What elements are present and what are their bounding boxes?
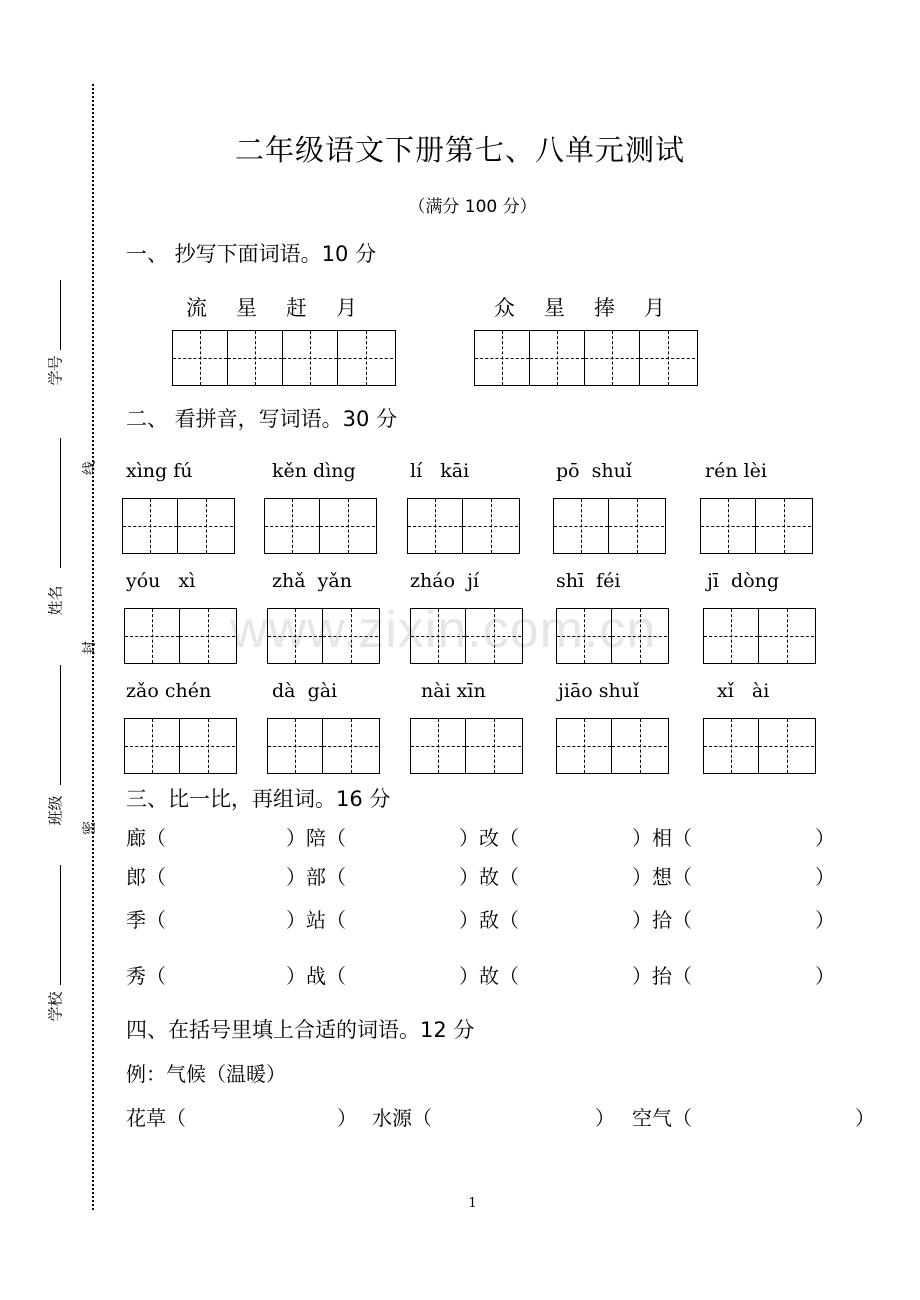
page-subtitle: （满分 100 分）	[408, 197, 537, 217]
pinyin-grid[interactable]	[407, 498, 520, 554]
pinyin-label: lí kāi	[410, 460, 470, 482]
copy-word-1-char-1: 流	[186, 296, 207, 320]
copy-word-1-char-2: 星	[236, 296, 257, 320]
writing-cell[interactable]	[283, 331, 338, 385]
pinyin-label: jī dòng	[707, 570, 780, 592]
student-id-label: 学号	[46, 355, 65, 386]
pinyin-grid[interactable]	[410, 718, 523, 774]
pinyin-grid[interactable]	[703, 718, 816, 774]
pinyin-label: zháo jí	[410, 570, 480, 592]
compare-item: ）想（	[632, 865, 692, 889]
pinyin-grid[interactable]	[556, 608, 669, 664]
writing-cell[interactable]	[408, 499, 463, 553]
copy-word-1-char-4: 月	[336, 296, 357, 320]
pinyin-grid[interactable]	[703, 608, 816, 664]
pinyin-label: zǎo chén	[126, 680, 212, 702]
writing-cell[interactable]	[125, 719, 180, 773]
copy-word-2-char-3: 捧	[594, 296, 615, 320]
seal-char-seal: 封	[82, 641, 98, 655]
compare-item: ）相（	[632, 826, 692, 850]
writing-cell[interactable]	[268, 719, 323, 773]
name-blank[interactable]	[60, 438, 61, 568]
student-id-blank[interactable]	[60, 280, 61, 350]
writing-cell[interactable]	[125, 609, 180, 663]
writing-cell[interactable]	[466, 719, 521, 773]
pinyin-label: xǐ ài	[717, 680, 770, 702]
school-blank[interactable]	[60, 865, 61, 985]
writing-cell[interactable]	[180, 609, 235, 663]
writing-cell[interactable]	[123, 499, 178, 553]
writing-cell[interactable]	[320, 499, 375, 553]
fill-item: 花草（	[126, 1106, 186, 1130]
pinyin-grid[interactable]	[264, 498, 377, 554]
compare-item: ）陪（	[286, 826, 346, 850]
pinyin-label: kěn dìng	[272, 460, 356, 482]
pinyin-label: pō shuǐ	[556, 460, 632, 482]
writing-cell[interactable]	[475, 331, 530, 385]
compare-item: ）故（	[459, 964, 519, 988]
pinyin-label: shī féi	[556, 570, 621, 592]
class-label: 班级	[46, 795, 65, 826]
watermark: www.zixin.com.cn	[230, 601, 657, 659]
compare-item: ）拾（	[632, 908, 692, 932]
compare-item: 秀（	[126, 964, 166, 988]
compare-item: ）抬（	[632, 964, 692, 988]
writing-cell[interactable]	[609, 499, 664, 553]
pinyin-grid[interactable]	[124, 608, 237, 664]
pinyin-label: xìng fú	[126, 460, 193, 482]
seal-char-line: 线	[82, 461, 98, 475]
pinyin-grid[interactable]	[700, 498, 813, 554]
fill-item: 水源（	[372, 1106, 432, 1130]
pinyin-label: zhǎ yǎn	[272, 570, 352, 592]
writing-cell[interactable]	[178, 499, 233, 553]
writing-cell[interactable]	[585, 331, 640, 385]
writing-cell[interactable]	[704, 719, 759, 773]
fill-item: ）	[595, 1106, 615, 1130]
compare-item: ）战（	[286, 964, 346, 988]
pinyin-grid[interactable]	[122, 498, 235, 554]
pinyin-label: yóu xì	[126, 570, 196, 592]
pinyin-label: jiāo shuǐ	[558, 680, 640, 702]
writing-cell[interactable]	[323, 609, 378, 663]
writing-cell[interactable]	[701, 499, 756, 553]
example-line: 例：气候（温暖）	[126, 1062, 286, 1086]
writing-cell[interactable]	[557, 609, 612, 663]
section4-heading: 四、在括号里填上合适的词语。12 分	[126, 1018, 475, 1042]
pinyin-grid[interactable]	[553, 498, 666, 554]
writing-cell[interactable]	[463, 499, 518, 553]
compare-item: ）改（	[459, 826, 519, 850]
compare-item: ）	[815, 826, 835, 850]
section1-heading: 一、 抄写下面词语。10 分	[126, 242, 377, 266]
writing-cell[interactable]	[612, 609, 667, 663]
writing-cell[interactable]	[228, 331, 283, 385]
pinyin-grid[interactable]	[556, 718, 669, 774]
pinyin-grid[interactable]	[410, 608, 523, 664]
compare-item: ）	[815, 865, 835, 889]
compare-item: 郎（	[126, 865, 166, 889]
compare-item: ）站（	[286, 908, 346, 932]
section2-heading: 二、 看拼音，写词语。30 分	[126, 407, 398, 431]
compare-item: ）部（	[286, 865, 346, 889]
name-label: 姓名	[46, 585, 65, 616]
page-title: 二年级语文下册第七、八单元测试	[234, 133, 685, 167]
compare-item: ）故（	[459, 865, 519, 889]
pinyin-label: nài xīn	[421, 680, 486, 702]
fill-item: ）	[337, 1106, 357, 1130]
writing-cell[interactable]	[640, 331, 695, 385]
writing-cell[interactable]	[704, 609, 759, 663]
fill-item: ）	[855, 1106, 875, 1130]
copy-word-2-char-4: 月	[644, 296, 665, 320]
writing-cell[interactable]	[466, 609, 521, 663]
pinyin-grid[interactable]	[267, 608, 380, 664]
class-blank[interactable]	[60, 665, 61, 785]
seal-char-secret: 密	[82, 821, 98, 835]
pinyin-label: dà gài	[272, 680, 338, 702]
writing-cell[interactable]	[265, 499, 320, 553]
school-label: 学校	[46, 991, 65, 1022]
pinyin-grid[interactable]	[267, 718, 380, 774]
compare-item: 廊（	[126, 826, 166, 850]
compare-item: 季（	[126, 908, 166, 932]
writing-cell[interactable]	[759, 719, 814, 773]
writing-cell[interactable]	[338, 331, 393, 385]
copy-word-1-grid[interactable]	[172, 330, 396, 386]
pinyin-grid[interactable]	[124, 718, 237, 774]
copy-word-2-grid[interactable]	[474, 330, 698, 386]
writing-cell[interactable]	[173, 331, 228, 385]
pinyin-label: rén lèi	[705, 460, 768, 482]
compare-item: ）敌（	[459, 908, 519, 932]
fill-item: 空气（	[632, 1106, 692, 1130]
writing-cell[interactable]	[411, 719, 466, 773]
writing-cell[interactable]	[323, 719, 378, 773]
writing-cell[interactable]	[530, 331, 585, 385]
writing-cell[interactable]	[759, 609, 814, 663]
writing-cell[interactable]	[180, 719, 235, 773]
writing-cell[interactable]	[268, 609, 323, 663]
page-number: 1	[468, 1196, 477, 1211]
writing-cell[interactable]	[756, 499, 811, 553]
copy-word-2-char-1: 众	[494, 296, 515, 320]
writing-cell[interactable]	[411, 609, 466, 663]
compare-item: ）	[815, 908, 835, 932]
writing-cell[interactable]	[554, 499, 609, 553]
compare-item: ）	[815, 964, 835, 988]
writing-cell[interactable]	[557, 719, 612, 773]
writing-cell[interactable]	[612, 719, 667, 773]
copy-word-1-char-3: 赶	[286, 296, 307, 320]
copy-word-2-char-2: 星	[544, 296, 565, 320]
section3-heading: 三、比一比，再组词。16 分	[126, 787, 391, 811]
